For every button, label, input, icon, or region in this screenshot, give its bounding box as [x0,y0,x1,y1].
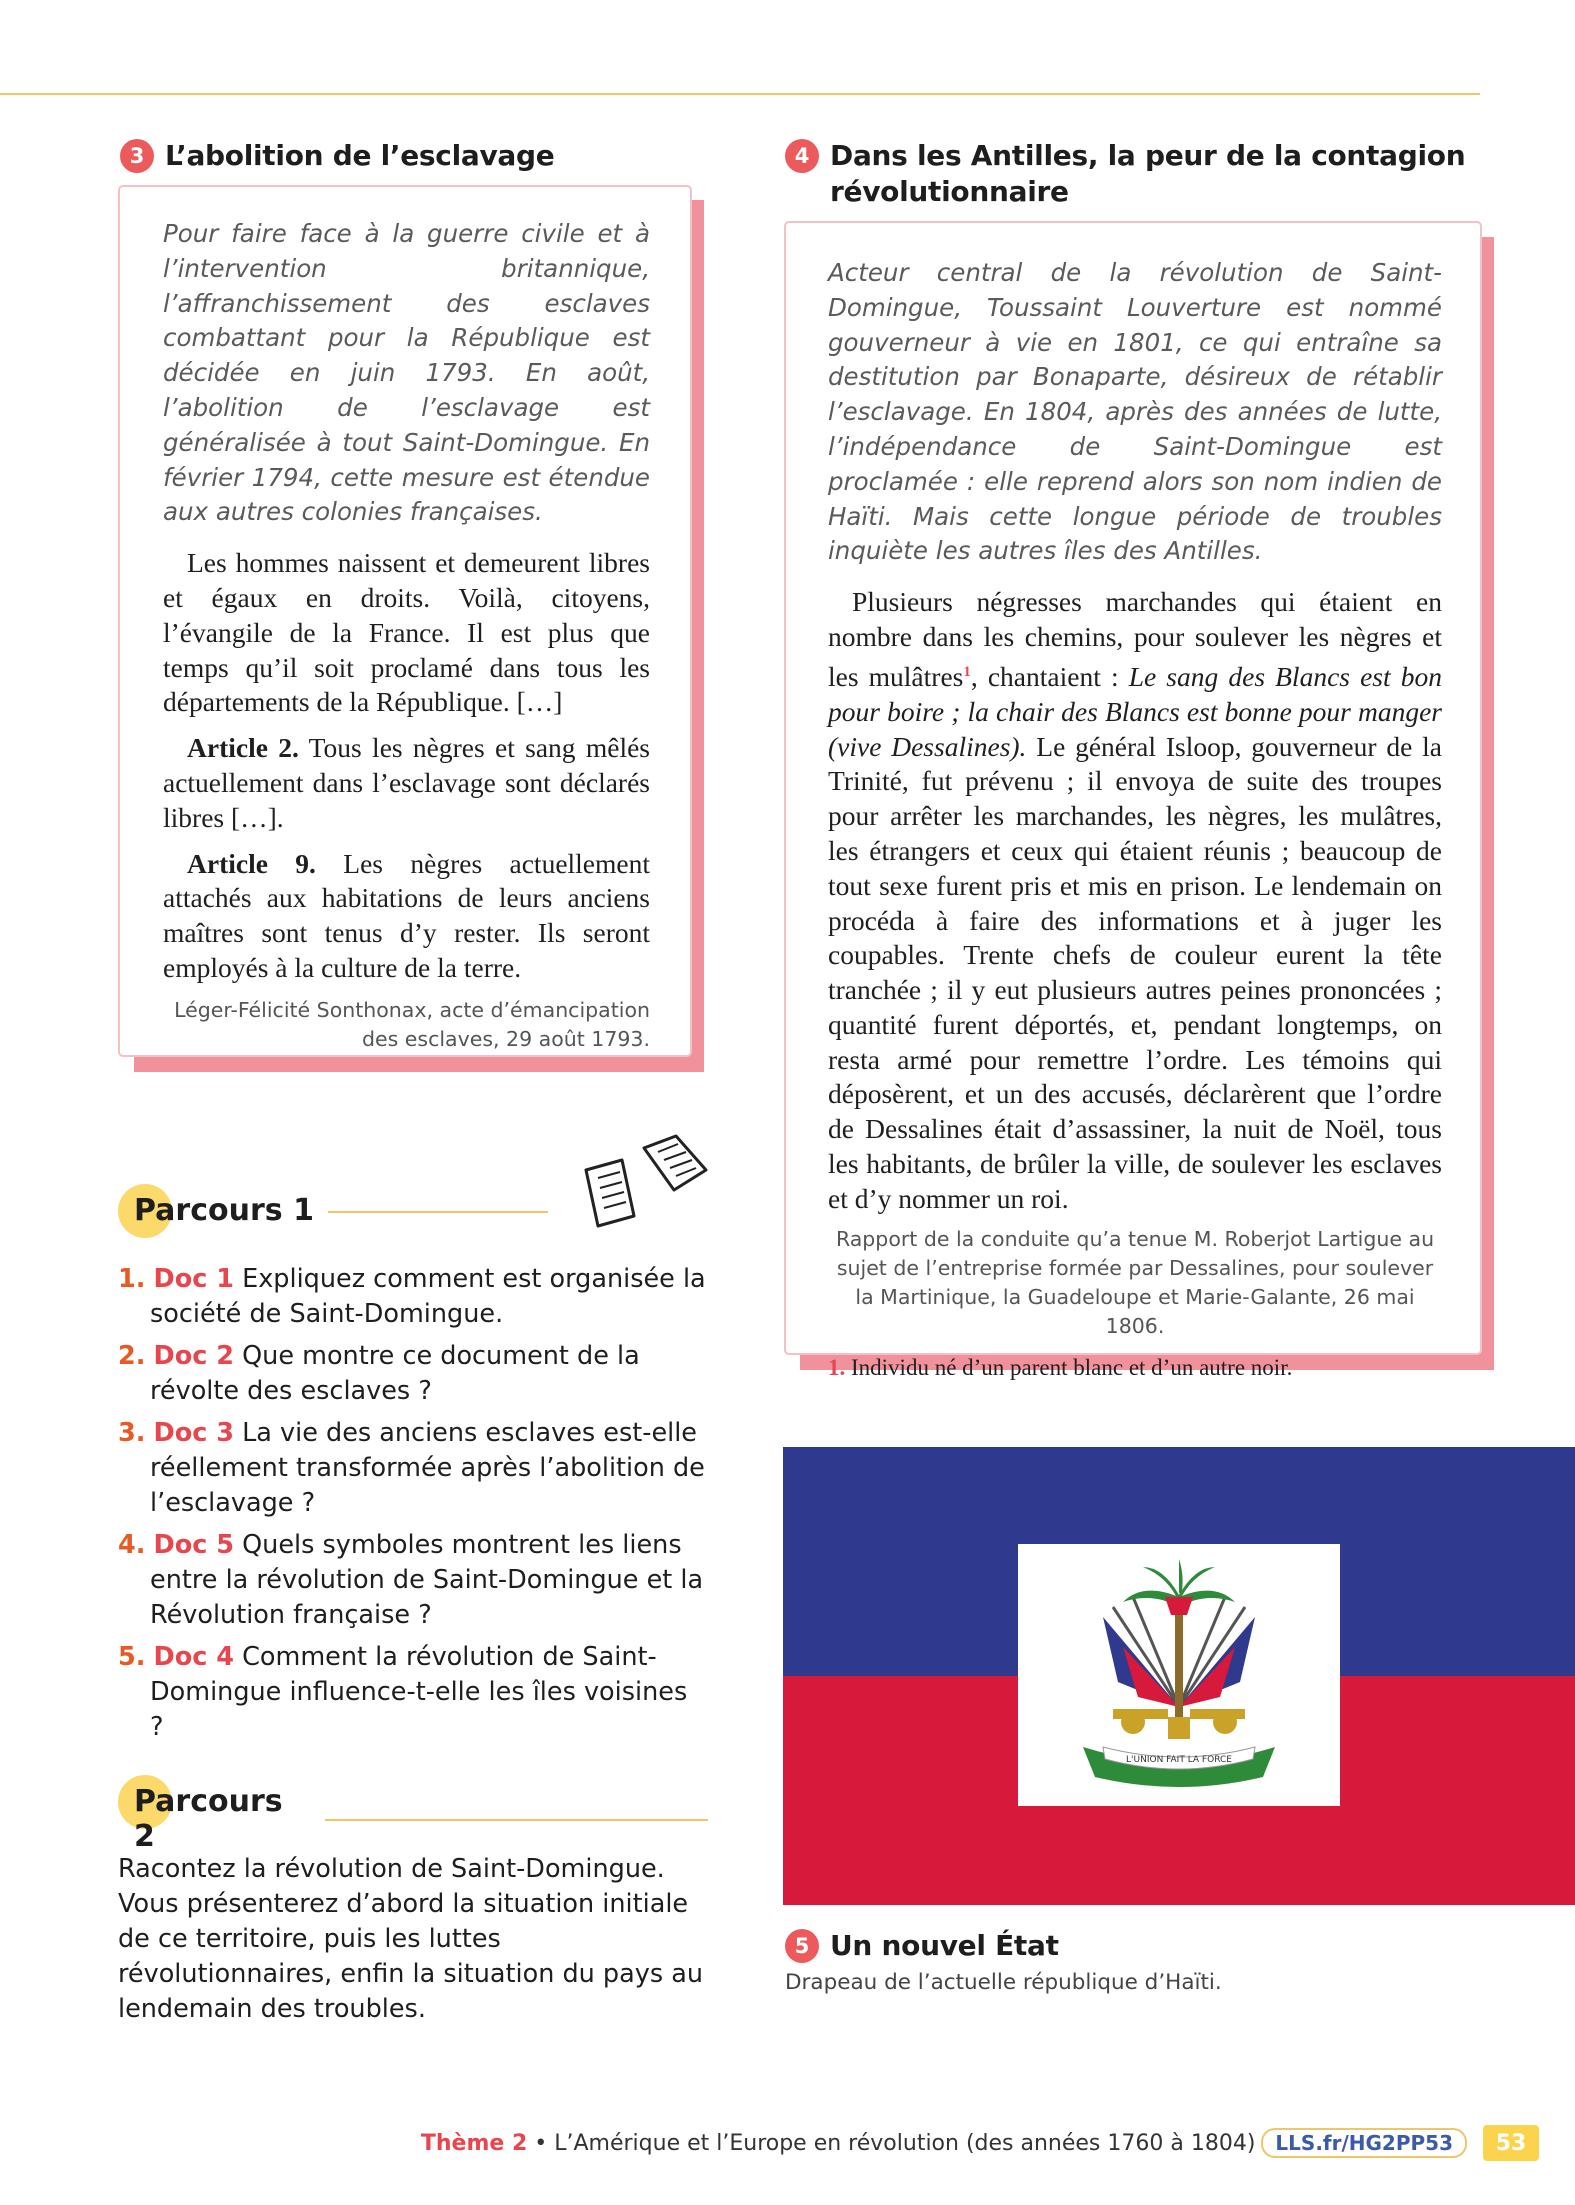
haiti-flag [783,1447,1575,1905]
doc3-intro: Pour faire face à la guerre civile et à l’intervention britannique, l’affranchissement des esclaves combattant pour la République est décidée en juin 1793. En août, l’abolition de l’esclavage est généralisée à tout Saint-Domingue. En février 1794, cette mesure est étendue aux autres colonies françaises. [163,219,650,527]
question-1-number: 1. [118,1264,146,1294]
doc3-article-9-text: Les nègres actuellement attachés aux habitations de leurs anciens maîtres sont tenus d’y rester. Ils seront employés à la culture de la terre. [163,847,650,983]
doc3-number-badge: 3 [120,139,154,173]
parcours2-rule [325,1819,708,1821]
footer-theme: Thème 2 [420,2130,528,2156]
doc3-article-2-text: Tous les nègres et sang mêlés actuellement dans l’esclavage sont déclarés libres […]. [163,732,650,833]
question-5-text: Comment la révolution de Saint-Domingue influence-t-elle les îles voisines ? [150,1642,688,1742]
parcours1-rule [328,1211,548,1213]
doc4-source-line3: la Martinique, la Guadeloupe et Marie-Galante, 26 mai 1806. [855,1284,1415,1338]
page-footer [421,2125,1539,2161]
doc4-card [784,221,1482,1380]
question-4-text: Quels symboles montrent les liens entre la révolution de Saint-Domingue et la Révolution française ? [150,1530,704,1630]
papers-icon [578,1130,708,1230]
doc4-body-part3: Le général Isloop, gouverneur de la Trinité, fut prévenu ; il envoya de suite des troupes pour arrêter les marchandes, les nègres, les mulâtres, les étrangers et ceux qui étaient réunis ; beaucoup de tout sexe furent pris et mis en prison. Le lendemain on procéda à faire des informations et à juger les coupables. Trente chefs de couleur eurent la tête tranchée ; il y eut plusieurs autres peines prononcées ; quantité furent déportés, et, pendant longtemps, on resta armé pour remettre l’ordre. Les témoins qui déposèrent, et un des accusés, déclarèrent que l’ordre de Dessalines était d’assassiner, la nuit de Noël, tous les habitants, de brûler la ville, de soulever les esclaves et d’y nommer un roi. [828,730,1442,1214]
doc5-description: Drapeau de l’actuelle république d’Haïti. [785,1970,1222,1995]
doc3-quote-paragraph: Les hommes naissent et demeurent libres et égaux en droits. Voilà, citoyens, l’évangile de la France. Il est plus que temps qu’il soit proclamé dans tous les départements de la République. […] [163,547,650,718]
parcours1-questions [118,1262,708,1752]
question-3 [118,1416,708,1521]
question-3-doc-ref: Doc 3 [153,1418,234,1448]
flag-motto: L'UNION FAIT LA FORCE [1126,1755,1232,1765]
doc4-footnote [828,1353,1442,1383]
doc3-header [120,138,554,174]
doc3-title: L’abolition de l’esclavage [165,139,555,172]
doc4-header [785,138,1465,210]
question-1-text: Expliquez comment est organisée la société de Saint-Domingue. [150,1264,706,1329]
doc3-article-2-label: Article 2. [187,732,299,764]
doc3-source [163,996,650,1054]
doc4-body-italic: Le sang des Blancs est bon pour boire ; la chair des Blancs est bonne pour manger (vive Dessalines). [828,660,1442,762]
doc4-source-line2: sujet de l’entreprise formée par Dessalines, pour soulever [836,1255,1434,1280]
question-4-number: 4. [118,1530,146,1560]
question-5 [118,1640,708,1745]
question-3-text: La vie des anciens esclaves est-elle réellement transformée après l’abolition de l’esclavage ? [150,1418,705,1518]
page-number: 53 [1483,2125,1539,2161]
doc4-body [828,585,1442,1217]
question-2-doc-ref: Doc 2 [153,1341,234,1371]
doc3-article-9 [163,847,650,986]
doc3-source-line1: Léger-Félicité Sonthonax, acte d’émancipation [174,997,650,1022]
parcours1-heading [118,1184,588,1228]
doc4-intro: Acteur central de la révolution de Saint-Domingue, Toussaint Louverture est nommé gouverneur à vie en 1801, ce qui entraîne sa destitution par Bonaparte, désireux de rétablir l’esclavage. En 1804, après des années de lutte, l’indépendance de Saint-Domingue est proclamée : elle reprend alors son nom indien de Haïti. Mais cette longue période de troubles inquiète les autres îles des Antilles. [828,258,1442,566]
question-2-text: Que montre ce document de la révolte des esclaves ? [150,1341,640,1406]
question-5-number: 5. [118,1642,146,1672]
doc3-article-2 [163,731,650,835]
question-5-doc-ref: Doc 4 [153,1642,234,1672]
question-4-doc-ref: Doc 5 [153,1530,234,1560]
parcours2-title: Parcours 2 [134,1784,283,1854]
question-2-number: 2. [118,1341,146,1371]
question-2 [118,1339,708,1409]
footer-link[interactable]: LLS.fr/HG2PP53 [1261,2128,1467,2158]
doc4-body-part2: , chantaient : [970,660,1129,692]
doc5-header [785,1928,1059,1964]
question-3-number: 3. [118,1418,146,1448]
doc4-title-line2: révolutionnaire [830,175,1069,208]
doc5-number-badge: 5 [785,1929,819,1963]
parcours2-heading [118,1775,708,1854]
doc3-source-line2: des esclaves, 29 août 1793. [361,1026,650,1051]
footer-subtitle: L’Amérique et l’Europe en révolution (des années 1760 à 1804) [554,2130,1256,2156]
doc4-source [828,1225,1442,1341]
question-4 [118,1528,708,1633]
doc4-title-line1: Dans les Antilles, la peur de la contagion [830,139,1466,172]
doc4-footnote-ref: 1 [963,663,971,680]
footer-separator: • [527,2130,555,2156]
question-1-doc-ref: Doc 1 [153,1264,234,1294]
doc3-card [118,185,692,1057]
doc4-number-badge: 4 [785,139,819,173]
doc5-title: Un nouvel État [830,1929,1059,1962]
doc4-source-line1: Rapport de la conduite qu’a tenue M. Roberjot Lartigue au [835,1226,1435,1251]
parcours1-title: Parcours 1 [134,1193,314,1228]
doc4-footnote-text: Individu né d’un parent blanc et d’un autre noir. [845,1354,1293,1380]
doc4-body-part1: Plusieurs négresses marchandes qui étaient en nombre dans les chemins, pour soulever les nègres et les mulâtres [828,586,1442,692]
doc3-article-9-label: Article 9. [187,847,316,879]
doc4-title [830,138,1465,210]
question-1 [118,1262,708,1332]
top-rule [0,93,1480,95]
doc4-footnote-number: 1. [828,1354,846,1380]
parcours2-text: Racontez la révolution de Saint-Domingue. Vous présenterez d’abord la situation initiale de ce territoire, puis les luttes révolutionnaires, enfin la situation du pays au lendemain des troubles. [118,1854,704,2024]
